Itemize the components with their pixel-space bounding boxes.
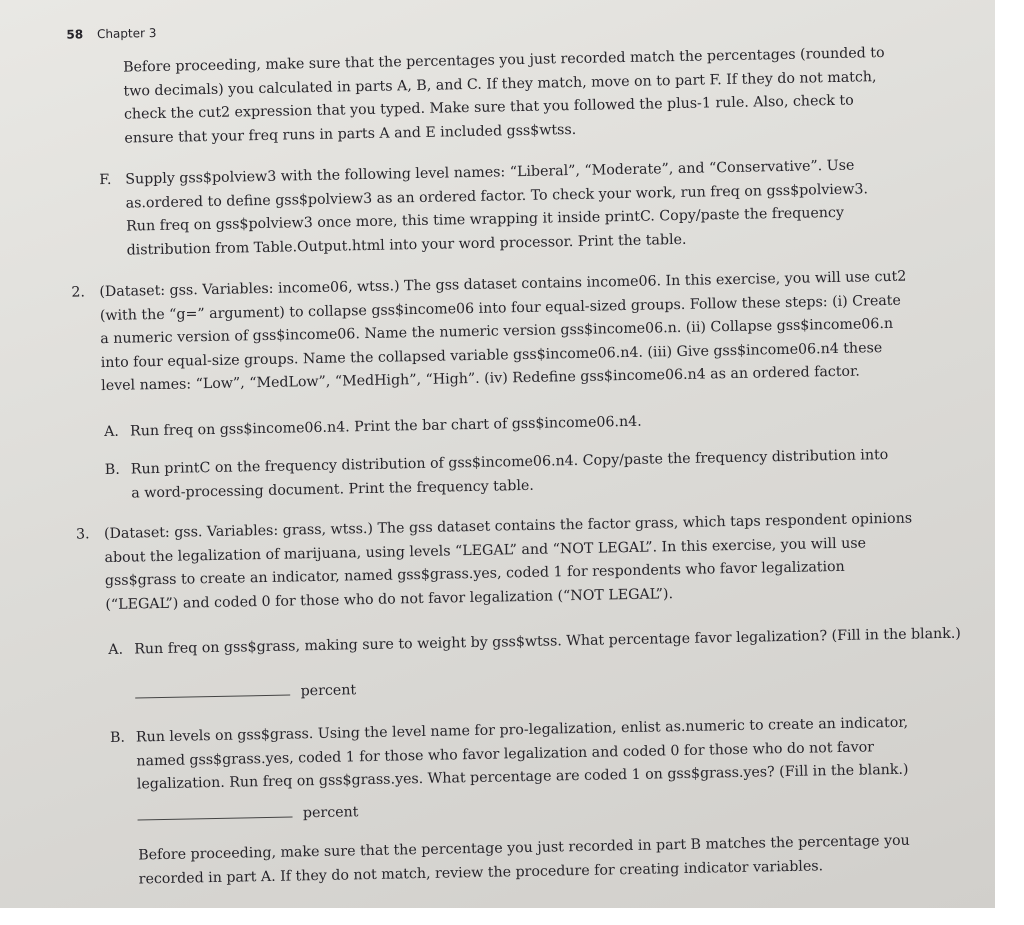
text-line: as.ordered to define gss$polview3 as an ordered factor. To check your work, run freq on gss$polview3.: [125, 180, 869, 212]
blank-unit: percent: [302, 804, 359, 822]
text-line: (with the “g=” argument) to collapse gss$income06 into four equal-sized groups. Follow these steps: (i) Create: [99, 292, 901, 324]
text-line: Supply gss$polview3 with the following level names: “Liberal”, “Moderate”, and “Conservative”. Use: [125, 157, 855, 188]
answer-blank-a: [135, 682, 356, 702]
chapter-label: Chapter 3: [96, 25, 157, 42]
question-number: 2.: [71, 284, 86, 301]
textbook-page: [50, 0, 995, 908]
part-label: A.: [108, 641, 124, 658]
answer-blank-b: [137, 804, 358, 824]
question-3-part-b: [109, 710, 995, 797]
blank-unit: percent: [300, 682, 357, 700]
part-label: A.: [103, 423, 120, 441]
question-2-part-a: [103, 404, 990, 444]
text-line: a numeric version of gss$income06. Name the numeric version gss$income06.n. (ii) Collapse gss$income06.n: [100, 315, 894, 348]
text-line: gss$grass to create an indicator, named gss$grass.yes, coded 1 for respondents who favor legalization: [104, 558, 845, 590]
question-3: [75, 506, 995, 617]
text-line: (“LEGAL”) and coded 0 for those who do not favor legalization (“NOT LEGAL”).: [105, 585, 674, 613]
text-line: (Dataset: gss. Variables: grass, wtss.) The gss dataset contains the factor grass, which taps respondent opinions: [103, 510, 913, 543]
text-line: distribution from Table.Output.html into your word processor. Print the table.: [126, 231, 687, 259]
text-line: Run levels on gss$grass. Using the level name for pro-legalization, enlist as.numeric to create an indicator,: [135, 714, 909, 746]
text-line: legalization. Run freq on gss$grass.yes. What percentage are coded 1 on gss$grass.yes? (Fill in the blank.): [136, 761, 909, 793]
text-line: Before proceeding, make sure that the percentage you just recorded in part B matches the percentage you: [138, 832, 910, 864]
text-line: a word-processing document. Print the frequency table.: [131, 477, 534, 502]
text-line: two decimals) you calculated in parts A, B, and C. If they match, move on to part F. If they do not match,: [123, 68, 877, 100]
text-line: ensure that your freq runs in parts A and E included gss$wtss.: [124, 121, 577, 147]
question-2-part-b: [104, 442, 992, 506]
question-3-part-a: [108, 622, 995, 662]
closing-paragraph: [138, 828, 995, 892]
part-label: B.: [109, 729, 126, 746]
text-line: Run printC on the frequency distribution of gss$income06.n4. Copy/paste the frequency distribution into: [130, 446, 889, 478]
part-label: B.: [104, 461, 120, 479]
intro-paragraph: [123, 40, 985, 150]
text-line: Run freq on gss$income06.n4. Print the bar chart of gss$income06.n4.: [129, 413, 642, 440]
question-2: [71, 264, 991, 399]
text-line: Run freq on gss$polview3 once more, this time wrapping it inside printC. Copy/paste the frequency: [126, 204, 845, 235]
text-line: recorded in part A. If they do not match, review the procedure for creating indicator variables.: [138, 857, 824, 887]
text-line: named gss$grass.yes, coded 1 for those who favor legalization and coded 0 for those who do not favor: [136, 738, 875, 769]
text-line: check the cut2 expression that you typed. Make sure that you followed the plus-1 rule. Also, check to: [123, 92, 854, 123]
fill-in-line[interactable]: [138, 816, 293, 820]
question-number: 3.: [75, 526, 90, 543]
part-label: F.: [99, 171, 112, 189]
page-header: [66, 26, 156, 42]
part-f: [99, 152, 987, 262]
text-line: Before proceeding, make sure that the percentages you just recorded match the percentages (rounded to: [122, 44, 885, 76]
text-line: about the legalization of marijuana, using levels “LEGAL” and “NOT LEGAL”. In this exercise, you will use: [104, 534, 867, 566]
text-line: into four equal-size groups. Name the collapsed variable gss$income06.n4. (iii) Give gss$income06.n4 these: [100, 339, 883, 371]
text-line: Run freq on gss$grass, making sure to weight by gss$wtss. What percentage favor legalization? (Fill in the blank.): [134, 625, 962, 658]
text-line: level names: “Low”, “MedLow”, “MedHigh”, “High”. (iv) Redefine gss$income06.n4 as an ordered factor.: [101, 363, 860, 395]
fill-in-line[interactable]: [135, 695, 290, 699]
text-line: (Dataset: gss. Variables: income06, wtss.) The gss dataset contains income06. In this exercise, you will use cut2: [99, 268, 907, 301]
page-number: 58: [66, 27, 84, 42]
